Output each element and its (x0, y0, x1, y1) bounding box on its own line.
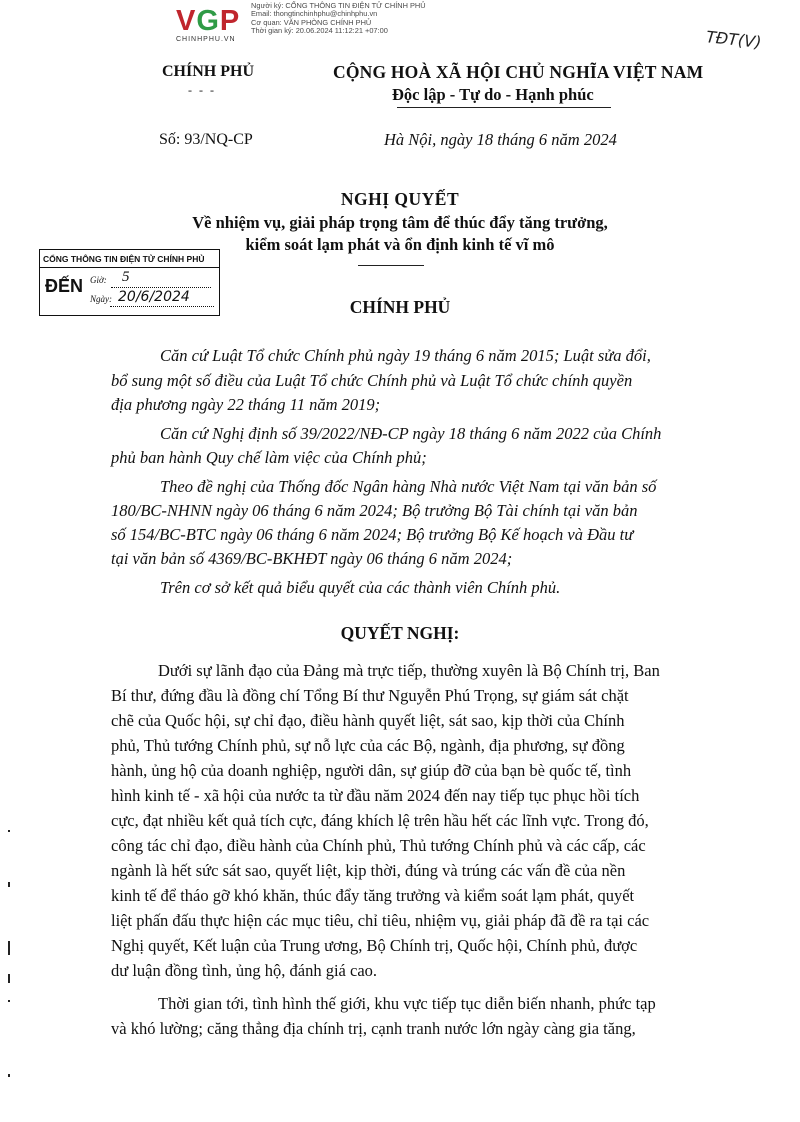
preamble-line: 180/BC-NHNN ngày 06 tháng 6 năm 2024; Bộ trưởng Bộ Tài chính tại văn bản (111, 501, 638, 520)
body-line: chẽ của Quốc hội, sự chỉ đạo, điều hành quyết liệt, sát sao, kịp thời của Chính (111, 711, 625, 730)
document-number: Số: 93/NQ-CP (159, 131, 253, 148)
scan-mark (8, 830, 10, 832)
logo-subtitle: CHINHPHU.VN (176, 36, 236, 43)
issuing-agency: CHÍNH PHỦ (162, 63, 254, 80)
stamp-den-label: ĐẾN (45, 276, 84, 296)
stamp-date-value: 20/6/2024 (118, 289, 190, 305)
vgp-logo: VGP (176, 5, 241, 37)
signature-time: Thời gian ký: 20.06.2024 11:12:21 +07:00 (251, 26, 388, 36)
scan-mark (8, 974, 10, 983)
stamp-header: CỔNG THÔNG TIN ĐIỆN TỬ CHÍNH PHỦ (43, 254, 205, 264)
stamp-date-label: Ngày: (90, 294, 112, 304)
body-line: Dưới sự lãnh đạo của Đảng mà trực tiếp, thường xuyên là Bộ Chính trị, Ban (158, 661, 660, 680)
stamp-time-label: Giờ: (90, 275, 107, 285)
preamble-line: tại văn bản số 4369/BC-BKHĐT ngày 06 tháng 6 năm 2024; (111, 549, 513, 568)
body-line: dư luận đồng tình, ủng hộ, đánh giá cao. (111, 961, 378, 980)
place-date: Hà Nội, ngày 18 tháng 6 năm 2024 (384, 130, 617, 149)
body-line: và khó lường; căng thẳng địa chính trị, cạnh tranh nước lớn ngày càng gia tăng, (111, 1019, 636, 1038)
preamble-line: Trên cơ sở kết quả biểu quyết của các thành viên Chính phủ. (160, 578, 561, 597)
title-underline (358, 265, 424, 266)
body-line: Nghị quyết, Kết luận của Trung ương, Bộ Chính trị, Quốc hội, Chính phủ, được (111, 936, 638, 955)
body-line: phủ, Thủ tướng Chính phủ, sự nỗ lực của các Bộ, ngành, địa phương, sự đồng (111, 736, 625, 755)
body-line: liệt phấn đấu thực hiện các mục tiêu, chỉ tiêu, nhiệm vụ, giải pháp đã đề ra tại các (111, 911, 650, 930)
received-stamp (39, 249, 220, 316)
preamble-line: Căn cứ Luật Tổ chức Chính phủ ngày 19 tháng 6 năm 2015; Luật sửa đổi, (160, 346, 651, 365)
body-line: kinh tế để tháo gỡ khó khăn, thúc đẩy tăng trưởng và kiểm soát lạm phát, quyết (111, 886, 635, 905)
preamble-line: Theo đề nghị của Thống đốc Ngân hàng Nhà nước Việt Nam tại văn bản số (160, 477, 657, 496)
stamp-dotted-line (111, 287, 211, 288)
preamble-line: bổ sung một số điều của Luật Tổ chức Chính phủ và Luật Tổ chức chính quyền (111, 371, 633, 390)
digital-signature-info (251, 2, 426, 36)
signature-agency: Cơ quan: VĂN PHÒNG CHÍNH PHỦ (251, 17, 372, 27)
agency-separator: - - - (188, 83, 216, 97)
document-subject-line-2: kiểm soát lạm phát và ổn định kinh tế vĩ mô (245, 235, 555, 254)
scan-mark (8, 1000, 10, 1002)
stamp-time-value: 5 (122, 269, 130, 285)
motto-underline (397, 107, 611, 108)
scan-mark (8, 1074, 10, 1077)
body-line: cực, đạt nhiều kết quả tích cực, đáng khích lệ trên hầu hết các lĩnh vực. Trong đó, (111, 811, 649, 830)
signature-email: Email: thongtinchinhphu@chinhphu.vn (251, 9, 378, 19)
stamp-divider (40, 267, 219, 268)
body-line: hình kinh tế - xã hội của nước ta từ đầu năm 2024 đến nay tiếp tục phục hồi tích (111, 786, 640, 805)
stamp-dotted-line (110, 306, 214, 307)
preamble-line: địa phương ngày 22 tháng 11 năm 2019; (111, 395, 381, 414)
scan-mark (8, 882, 10, 887)
national-title: CỘNG HOÀ XÃ HỘI CHỦ NGHĨA VIỆT NAM (333, 62, 704, 82)
document-title: NGHỊ QUYẾT (340, 189, 460, 209)
body-line: ngành là hết sức sát sao, quyết liệt, kịp thời, đúng và trúng các vấn đề của nền (111, 861, 626, 880)
preamble-line: số 154/BC-BTC ngày 06 tháng 6 năm 2024; Bộ trưởng Bộ Kế hoạch và Đầu tư (111, 525, 634, 544)
body-line: công tác chỉ đạo, điều hành của Chính phủ, Thủ tướng Chính phủ và các cấp, các (111, 836, 646, 855)
handwritten-note: TĐT(V) (705, 27, 763, 52)
preamble-line: Căn cứ Nghị định số 39/2022/NĐ-CP ngày 18 tháng 6 năm 2022 của Chính (160, 424, 662, 443)
issuer-heading: CHÍNH PHỦ (349, 297, 451, 317)
national-motto: Độc lập - Tự do - Hạnh phúc (392, 85, 594, 104)
resolves-heading: QUYẾT NGHỊ: (340, 623, 460, 643)
preamble-line: phủ ban hành Quy chế làm việc của Chính phủ; (111, 448, 427, 467)
document-subject-line-1: Về nhiệm vụ, giải pháp trọng tâm để thúc đẩy tăng trưởng, (192, 213, 608, 232)
body-line: hành, ủng hộ của doanh nghiệp, người dân, sự giúp đỡ của bạn bè quốc tế, tình (111, 761, 632, 780)
signature-signer: Người ký: CỔNG THÔNG TIN ĐIỆN TỬ CHÍNH PHỦ (251, 1, 426, 10)
scan-mark (8, 941, 10, 955)
body-line: Bí thư, đứng đầu là đồng chí Tổng Bí thư Nguyễn Phú Trọng, sự giám sát chặt (111, 686, 629, 705)
body-line: Thời gian tới, tình hình thế giới, khu vực tiếp tục diễn biến nhanh, phức tạp (158, 994, 656, 1013)
